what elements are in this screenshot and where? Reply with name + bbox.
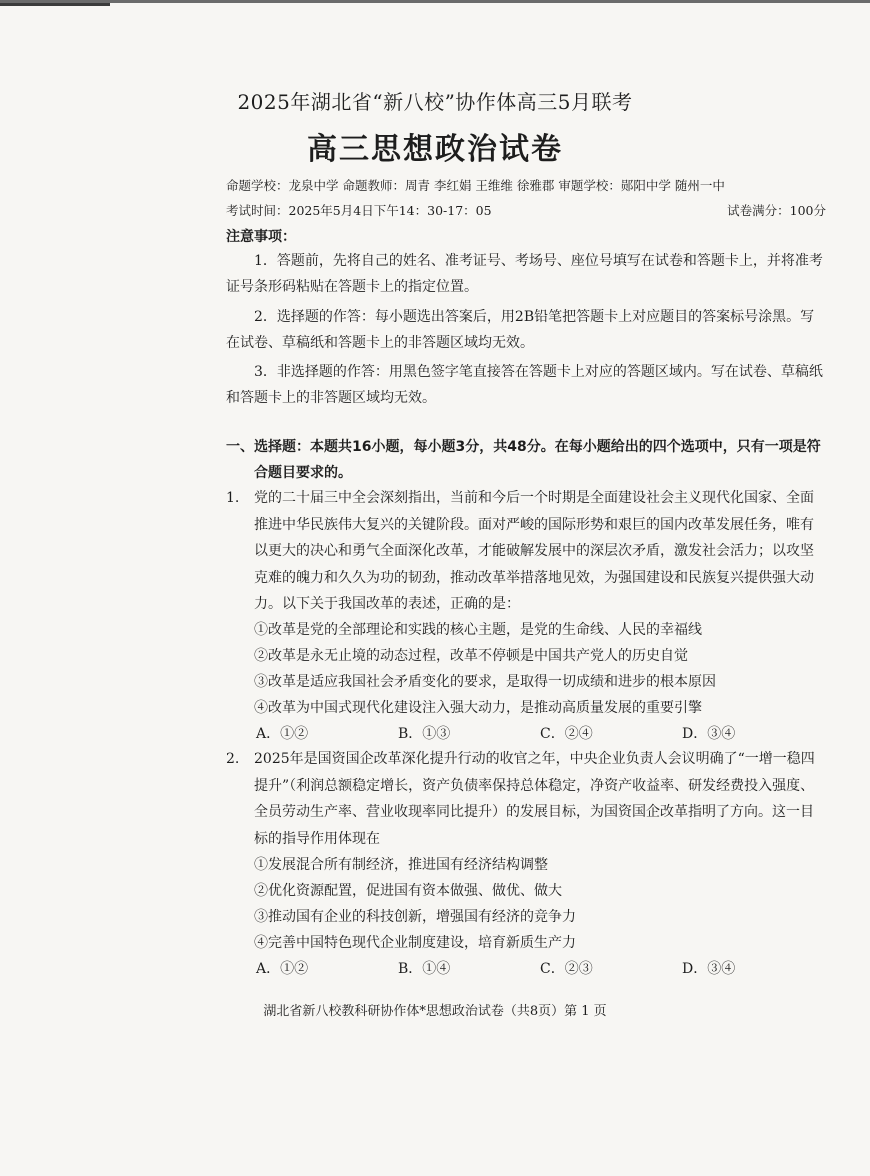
section-heading: 一、选择题：本题共16小题，每小题3分，共48分。在每小题给出的四个选项中，只有一项是符合题目要求的。 <box>226 439 821 481</box>
question-2-statement-3: ③推动国有企业的科技创新，增强国有经济的竞争力 <box>254 909 576 925</box>
question-2-stem: 2025年是国资国企改革深化提升行动的收官之年，中央企业负责人会议明确了“一增一稳四提升”（利润总额稳定增长，资产负债率保持总体稳定，净资产收益率、研发经费投入强度、全员劳动生产率、营业收现率同比提升）的发展目标，为国资国企改革指明了方向。这一目标的指导作用体现在 <box>254 751 815 847</box>
exam-title: 2025年湖北省“新八校”协作体高三5月联考 <box>237 90 633 114</box>
note-item-3: 3．非选择题的作答：用黑色签字笔直接答在答题卡上对应的答题区域内。写在试卷、草稿纸和答题卡上的非答题区域均无效。 <box>226 364 823 406</box>
question-2-option-b: B．①④ <box>398 961 451 977</box>
question-2-option-d: D．③④ <box>682 961 736 977</box>
notes-heading: 注意事项： <box>226 229 296 245</box>
meta-authors: 命题学校：龙泉中学 命题教师：周青 李红娟 王维维 徐雅郡 审题学校：郧阳中学 随州一中 <box>226 178 725 193</box>
question-1-option-a: A．①② <box>256 726 309 742</box>
question-2-option-a: A．①② <box>256 961 309 977</box>
question-1-option-b: B．①③ <box>398 726 451 742</box>
full-score: 试卷满分：100分 <box>727 203 826 218</box>
question-2-statement-2: ②优化资源配置，促进国有资本做强、做优、做大 <box>254 883 562 899</box>
question-1-statement-4: ④改革为中国式现代化建设注入强大动力，是推动高质量发展的重要引擎 <box>254 700 702 716</box>
note-item-2: 2．选择题的作答：每小题选出答案后，用2B铅笔把答题卡上对应题目的答案标号涂黑。写在试卷、草稿纸和答题卡上的非答题区域均无效。 <box>226 309 815 351</box>
question-2-number: 2. <box>226 751 240 767</box>
subject-title: 高三思想政治试卷 <box>307 132 563 167</box>
question-2-statement-4: ④完善中国特色现代企业制度建设，培育新质生产力 <box>254 935 576 951</box>
exam-time: 考试时间：2025年5月4日下午14：30-17：05 <box>226 203 492 218</box>
question-1-option-c: C．②④ <box>540 726 593 742</box>
question-2-statement-1: ①发展混合所有制经济，推进国有经济结构调整 <box>254 857 548 873</box>
meta-time-row <box>226 201 826 219</box>
question-1-statement-1: ①改革是党的全部理论和实践的核心主题，是党的生命线、人民的幸福线 <box>254 622 702 638</box>
question-1-number: 1. <box>226 490 240 506</box>
question-1-statement-2: ②改革是永无止境的动态过程，改革不停顿是中国共产党人的历史自觉 <box>254 648 688 664</box>
question-1-stem: 党的二十届三中全会深刻指出，当前和今后一个时期是全面建设社会主义现代化国家、全面推进中华民族伟大复兴的关键阶段。面对严峻的国际形势和艰巨的国内改革发展任务，唯有以更大的决心和勇气全面深化改革，才能破解发展中的深层次矛盾，激发社会活力；以攻坚克难的魄力和久久为功的韧劲，推动改革举措落地见效，为强国建设和民族复兴提供强大动力。以下关于我国改革的表述，正确的是： <box>254 490 814 612</box>
note-item-1: 1．答题前，先将自己的姓名、准考证号、考场号、座位号填写在试卷和答题卡上，并将准考证号条形码粘贴在答题卡上的指定位置。 <box>226 253 823 295</box>
question-2-option-c: C．②③ <box>540 961 593 977</box>
page-footer: 湖北省新八校教科研协作体*思想政治试卷（共8页）第 1 页 <box>263 1004 607 1019</box>
question-1-option-d: D．③④ <box>682 726 736 742</box>
question-1-statement-3: ③改革是适应我国社会矛盾变化的要求，是取得一切成绩和进步的根本原因 <box>254 674 716 690</box>
